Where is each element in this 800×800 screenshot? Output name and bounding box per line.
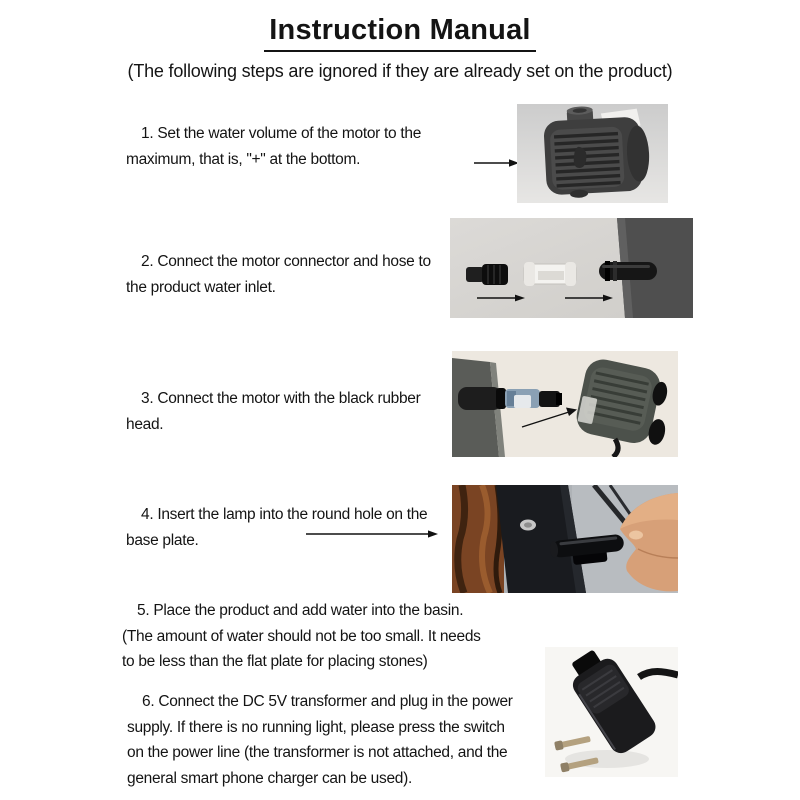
step-2-connection-photo [450, 218, 693, 318]
step-6-line-4: general smart phone charger can be used). [127, 769, 412, 787]
step-6-text [127, 689, 513, 791]
step-6-transformer-photo [545, 647, 678, 777]
step-4-line-1: 4. Insert the lamp into the round hole on the [141, 506, 428, 523]
step-2-text [126, 249, 431, 301]
step-5-text [122, 598, 481, 675]
step-5-line-1: 5. Place the product and add water into the basin. [137, 602, 464, 619]
step-5-line-2: (The amount of water should not be too small. It needs [122, 627, 481, 645]
page-title: Instruction Manual [264, 14, 535, 52]
title-row [0, 14, 800, 52]
step-4-line-2: base plate. [126, 532, 199, 549]
step-1-text [126, 121, 421, 173]
page-subtitle: (The following steps are ignored if they are already set on the product) [127, 61, 673, 81]
step-3-text [126, 386, 420, 438]
step-5-line-3: to be less than the flat plate for placing stones) [122, 653, 428, 670]
step-1-line-1: 1. Set the water volume of the motor to the [141, 125, 422, 142]
step-6-line-2: supply. If there is no running light, please press the switch [127, 718, 505, 736]
white-hose [524, 262, 576, 286]
step-4-lamp-photo [452, 485, 678, 593]
step-1-pump-photo [517, 104, 668, 203]
motor-connector [466, 264, 508, 285]
step-1-line-2: maximum, that is, "+" at the bottom. [126, 151, 361, 168]
step-3-line-2: head. [126, 416, 164, 433]
step-6-line-1: 6. Connect the DC 5V transformer and plug in the power [142, 693, 513, 710]
arrow-right-icon [474, 156, 520, 170]
step-2-line-1: 2. Connect the motor connector and hose to [141, 253, 431, 270]
wooden-trunk [452, 485, 504, 593]
step-3-motor-photo [452, 351, 678, 457]
step-6-line-3: on the power line (the transformer is not attached, and the [127, 744, 508, 761]
round-hole-screw [520, 520, 536, 531]
step-3-line-1: 3. Connect the motor with the black rubber [141, 390, 421, 407]
step-2-line-2: the product water inlet. [126, 279, 276, 296]
arrow-right-icon [306, 527, 439, 541]
